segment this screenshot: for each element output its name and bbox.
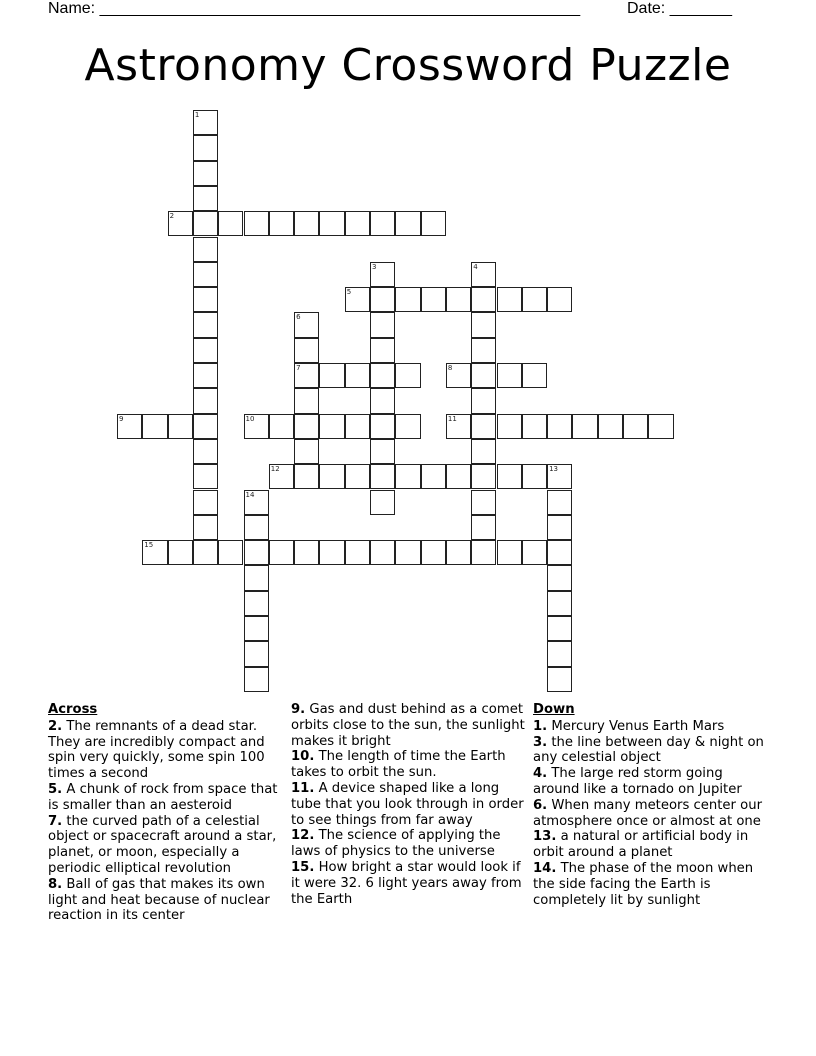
crossword-cell[interactable] — [370, 312, 395, 337]
clue-number: 3. — [533, 734, 548, 750]
crossword-cell[interactable] — [193, 414, 218, 439]
down-heading: Down — [533, 702, 575, 717]
crossword-cell[interactable] — [471, 540, 496, 565]
crossword-cell[interactable] — [547, 616, 572, 641]
across-clue-9 — [291, 702, 527, 749]
crossword-cell[interactable] — [471, 515, 496, 540]
crossword-cell[interactable] — [522, 414, 547, 439]
crossword-cell[interactable] — [395, 540, 420, 565]
cell-number: 1 — [194, 111, 200, 119]
crossword-cell[interactable] — [193, 186, 218, 211]
crossword-cell[interactable] — [193, 515, 218, 540]
crossword-cell[interactable] — [446, 464, 471, 489]
clue-number: 4. — [533, 766, 548, 782]
crossword-cell[interactable] — [497, 363, 522, 388]
crossword-cell[interactable] — [244, 515, 269, 540]
cell-number: 2 — [169, 212, 175, 221]
clue-text: The science of applying the laws of physics to the universe — [291, 828, 501, 860]
crossword-cell[interactable] — [244, 641, 269, 666]
crossword-cell[interactable] — [193, 287, 218, 312]
clue-number: 8. — [48, 876, 63, 892]
clue-text: The length of time the Earth takes to orbit the sun. — [291, 749, 506, 781]
cell-number: 3 — [372, 262, 377, 271]
clue-text: Ball of gas that makes its own light and heat because of nuclear reaction in its center — [48, 876, 270, 924]
crossword-cell[interactable] — [142, 540, 167, 565]
crossword-cell[interactable] — [572, 414, 597, 439]
crossword-cell[interactable] — [421, 464, 446, 489]
crossword-cell[interactable] — [547, 287, 572, 312]
cell-number: 6 — [296, 313, 301, 322]
crossword-cell[interactable] — [193, 312, 218, 337]
crossword-cell[interactable] — [547, 565, 572, 590]
crossword-cell[interactable] — [370, 540, 395, 565]
clue-text: a natural or artificial body in orbit around a planet — [533, 829, 749, 861]
crossword-cell[interactable] — [168, 414, 193, 439]
date-blank[interactable]: _______ — [669, 0, 732, 17]
clue-number: 2. — [48, 718, 63, 734]
crossword-cell[interactable] — [395, 363, 420, 388]
crossword-cell[interactable] — [168, 540, 193, 565]
crossword-cell[interactable] — [117, 414, 142, 439]
crossword-cell[interactable] — [193, 262, 218, 287]
clue-text: Mercury Venus Earth Mars — [547, 718, 725, 734]
cell-number: 9 — [119, 414, 124, 423]
crossword-cell[interactable] — [244, 667, 269, 692]
name-label: Name: — [48, 0, 100, 17]
crossword-cell[interactable] — [598, 414, 623, 439]
crossword-cell[interactable] — [218, 211, 243, 236]
clue-number: 7. — [48, 813, 63, 829]
clue-text: Gas and dust behind as a comet orbits close to the sun, the sunlight makes it bright — [291, 702, 525, 749]
down-clue-6 — [533, 798, 771, 830]
crossword-cell[interactable] — [294, 388, 319, 413]
crossword-cell[interactable] — [193, 211, 218, 236]
crossword-cell[interactable] — [345, 363, 370, 388]
clue-text: When many meteors center our atmosphere once or almost at one — [533, 797, 762, 829]
crossword-cell[interactable] — [497, 464, 522, 489]
crossword-cell[interactable] — [547, 667, 572, 692]
crossword-cell[interactable] — [471, 363, 496, 388]
crossword-cell[interactable] — [547, 641, 572, 666]
clue-text: A chunk of rock from space that is smaller than an aesteroid — [48, 781, 278, 813]
crossword-cell[interactable] — [319, 540, 344, 565]
cell-number: 5 — [346, 288, 352, 297]
crossword-cell[interactable] — [294, 414, 319, 439]
crossword-cell[interactable] — [547, 540, 572, 565]
crossword-cell[interactable] — [244, 616, 269, 641]
clue-text: the curved path of a celestial object or spacecraft around a star, planet, or moon, especially a periodic elliptical revolution — [48, 813, 277, 876]
crossword-cell[interactable] — [294, 338, 319, 363]
crossword-cell[interactable] — [497, 414, 522, 439]
crossword-cell[interactable] — [294, 211, 319, 236]
crossword-cell[interactable] — [345, 464, 370, 489]
crossword-cell[interactable] — [193, 464, 218, 489]
crossword-cell[interactable] — [471, 388, 496, 413]
name-blank[interactable]: ______________________________________________________ — [99, 0, 581, 17]
across-heading: Across — [48, 702, 98, 717]
crossword-cell[interactable] — [497, 540, 522, 565]
crossword-cell[interactable] — [193, 237, 218, 262]
across-clue-10 — [291, 749, 527, 781]
clue-text: The large red storm going around like a tornado on Jupiter — [533, 766, 742, 797]
crossword-cell[interactable] — [547, 515, 572, 540]
crossword-cell[interactable] — [193, 490, 218, 515]
clue-number: 13. — [533, 829, 557, 845]
crossword-cell[interactable] — [142, 414, 167, 439]
crossword-cell[interactable] — [244, 414, 269, 439]
clue-text: The remnants of a dead star. They are incredibly compact and spin very quickly, some spin 100 times a second — [48, 718, 265, 782]
crossword-cell[interactable] — [471, 287, 496, 312]
crossword-cell[interactable] — [421, 287, 446, 312]
crossword-cell[interactable] — [294, 464, 319, 489]
crossword-cell[interactable] — [193, 439, 218, 464]
cell-number: 14 — [245, 490, 255, 499]
clue-number: 10. — [291, 749, 315, 765]
cell-number: 4 — [473, 262, 478, 271]
down-clue-3 — [533, 735, 771, 767]
crossword-cell[interactable] — [370, 414, 395, 439]
crossword-cell[interactable] — [319, 211, 344, 236]
crossword-cell[interactable] — [193, 135, 218, 160]
clue-number: 14. — [533, 860, 557, 876]
date-label: Date: — [627, 0, 670, 17]
crossword-cell[interactable] — [294, 540, 319, 565]
crossword-cell[interactable] — [497, 287, 522, 312]
crossword-cell[interactable] — [193, 110, 218, 135]
crossword-cell[interactable] — [319, 363, 344, 388]
cell-number: 12 — [270, 465, 280, 474]
crossword-cell[interactable] — [421, 540, 446, 565]
down-clues-column — [533, 702, 771, 908]
clue-text: How bright a star would look if it were 32. 6 light years away from the Earth — [291, 859, 522, 907]
crossword-cell[interactable] — [395, 464, 420, 489]
down-clue-13 — [533, 829, 771, 861]
page-title: Astronomy Crossword Puzzle — [84, 40, 732, 91]
across-clues-column-1 — [48, 702, 284, 924]
crossword-cell[interactable] — [370, 464, 395, 489]
crossword-cell[interactable] — [471, 414, 496, 439]
crossword-cell[interactable] — [446, 540, 471, 565]
crossword-cell[interactable] — [370, 439, 395, 464]
crossword-cell[interactable] — [294, 363, 319, 388]
down-clue-1 — [533, 719, 771, 735]
crossword-cell[interactable] — [471, 262, 496, 287]
crossword-cell[interactable] — [345, 540, 370, 565]
crossword-cell[interactable] — [370, 490, 395, 515]
crossword-cell[interactable] — [193, 540, 218, 565]
across-clue-11 — [291, 781, 527, 828]
crossword-cell[interactable] — [269, 414, 294, 439]
crossword-cell[interactable] — [395, 414, 420, 439]
clue-number: 5. — [48, 781, 63, 797]
down-clue-4 — [533, 766, 771, 798]
crossword-cell[interactable] — [471, 312, 496, 337]
clue-number: 1. — [533, 718, 548, 734]
crossword-cell[interactable] — [244, 591, 269, 616]
crossword-cell[interactable] — [370, 363, 395, 388]
clue-number: 11. — [291, 780, 315, 796]
clue-text: the line between day & night on any celestial object — [533, 734, 764, 766]
crossword-cell[interactable] — [193, 161, 218, 186]
across-clue-2 — [48, 719, 284, 782]
crossword-cell[interactable] — [446, 414, 471, 439]
crossword-cell[interactable] — [421, 211, 446, 236]
clue-number: 9. — [291, 702, 306, 717]
crossword-cell[interactable] — [471, 490, 496, 515]
crossword-cell[interactable] — [218, 540, 243, 565]
crossword-cell[interactable] — [319, 414, 344, 439]
crossword-cell[interactable] — [471, 338, 496, 363]
crossword-cell[interactable] — [370, 388, 395, 413]
across-clue-5 — [48, 782, 284, 814]
clue-number: 12. — [291, 828, 315, 844]
across-clue-7 — [48, 814, 284, 877]
crossword-cell[interactable] — [345, 287, 370, 312]
crossword-cell[interactable] — [370, 338, 395, 363]
crossword-cell[interactable] — [446, 363, 471, 388]
crossword-cell[interactable] — [370, 287, 395, 312]
cell-number: 10 — [245, 414, 255, 423]
across-clue-8 — [48, 877, 284, 924]
cell-number: 15 — [144, 541, 154, 550]
crossword-cell[interactable] — [547, 464, 572, 489]
crossword-cell[interactable] — [345, 211, 370, 236]
crossword-cell[interactable] — [522, 287, 547, 312]
crossword-cell[interactable] — [648, 414, 673, 439]
crossword-cell[interactable] — [522, 540, 547, 565]
crossword-cell[interactable] — [471, 439, 496, 464]
cell-number: 7 — [296, 364, 301, 372]
crossword-cell[interactable] — [623, 414, 648, 439]
cell-number: 13 — [549, 465, 559, 474]
crossword-cell[interactable] — [269, 464, 294, 489]
crossword-cell[interactable] — [193, 338, 218, 363]
crossword-cell[interactable] — [547, 591, 572, 616]
cell-number: 8 — [447, 364, 453, 372]
crossword-cell[interactable] — [244, 565, 269, 590]
crossword-cell[interactable] — [193, 388, 218, 413]
crossword-cell[interactable] — [168, 211, 193, 236]
clue-number: 15. — [291, 859, 315, 875]
clue-text: A device shaped like a long tube that you look through in order to see things from far away — [291, 780, 524, 828]
crossword-cell[interactable] — [395, 211, 420, 236]
crossword-cell[interactable] — [269, 540, 294, 565]
crossword-cell[interactable] — [319, 464, 344, 489]
crossword-cell[interactable] — [446, 287, 471, 312]
crossword-cell[interactable] — [370, 211, 395, 236]
crossword-cell[interactable] — [370, 262, 395, 287]
crossword-cell[interactable] — [522, 464, 547, 489]
crossword-cell[interactable] — [395, 287, 420, 312]
across-clue-12 — [291, 828, 527, 860]
across-clue-15 — [291, 860, 527, 907]
crossword-cell[interactable] — [547, 414, 572, 439]
down-clue-14 — [533, 861, 771, 908]
across-clues-column-2 — [291, 702, 527, 907]
crossword-cell[interactable] — [471, 464, 496, 489]
cell-number: 11 — [447, 414, 457, 423]
crossword-cell[interactable] — [547, 490, 572, 515]
clue-number: 6. — [533, 797, 548, 813]
crossword-cell[interactable] — [244, 490, 269, 515]
crossword-cell[interactable] — [294, 439, 319, 464]
crossword-cell[interactable] — [345, 414, 370, 439]
crossword-cell[interactable] — [522, 363, 547, 388]
clue-text: The phase of the moon when the side facing the Earth is completely lit by sunlight — [533, 860, 754, 908]
crossword-cell[interactable] — [193, 363, 218, 388]
crossword-cell[interactable] — [294, 312, 319, 337]
crossword-cell[interactable] — [269, 211, 294, 236]
crossword-cell[interactable] — [244, 211, 269, 236]
crossword-cell[interactable] — [244, 540, 269, 565]
